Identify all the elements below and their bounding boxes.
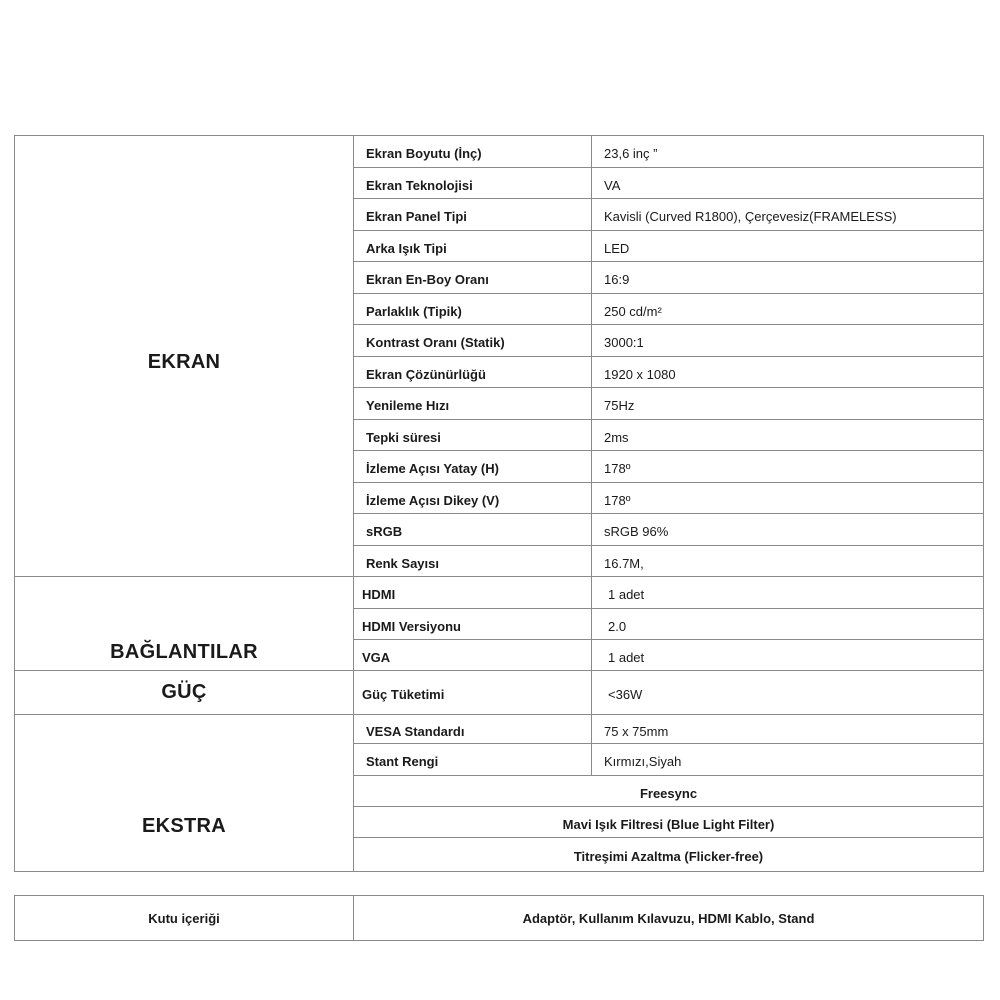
spec-label: İzleme Açısı Yatay (H) [354,451,592,483]
spec-label: Ekran Panel Tipi [354,199,592,231]
feature-freesync: Freesync [354,776,984,807]
spec-label: Yenileme Hızı [354,388,592,420]
box-contents-table [14,895,984,941]
table-row [15,896,984,941]
spec-value: 1920 x 1080 [592,357,984,388]
spec-label: Ekran En-Boy Oranı [354,262,592,294]
feature-flicker-free: Titreşimi Azaltma (Flicker-free) [354,838,984,872]
spec-value: 1 adet [592,640,984,671]
spec-value: Kırmızı,Siyah [592,744,984,776]
spec-label: sRGB [354,514,592,546]
spec-label: VESA Standardı [354,715,592,744]
spec-label: Tepki süresi [354,420,592,451]
spec-value: 2ms [592,420,984,451]
spec-value: 178º [592,451,984,483]
spec-label: Kontrast Oranı (Statik) [354,325,592,357]
section-ekran: EKRAN [15,136,354,577]
table-row [15,577,984,609]
spec-label: Renk Sayısı [354,546,592,577]
spec-value: 250 cd/m² [592,294,984,325]
spec-label: Arka Işık Tipi [354,231,592,262]
table-row [15,671,984,715]
table-row [15,715,984,744]
feature-blue-light-filter: Mavi Işık Filtresi (Blue Light Filter) [354,807,984,838]
spec-label: Ekran Boyutu (İnç) [354,136,592,168]
section-ekstra: EKSTRA [15,715,354,872]
spec-value: LED [592,231,984,262]
spec-label: Parlaklık (Tipik) [354,294,592,325]
spec-label: HDMI Versiyonu [354,609,592,640]
spec-label: VGA [354,640,592,671]
spec-label: Stant Rengi [354,744,592,776]
spec-label: İzleme Açısı Dikey (V) [354,483,592,514]
spec-value: 75Hz [592,388,984,420]
spec-value: 2.0 [592,609,984,640]
spec-value: 23,6 inç ” [592,136,984,168]
spec-value: sRGB 96% [592,514,984,546]
spec-value: 3000:1 [592,325,984,357]
table-row [15,136,984,168]
spec-value: 1 adet [592,577,984,609]
spec-table [14,135,984,872]
spec-label: Ekran Çözünürlüğü [354,357,592,388]
spec-value: VA [592,168,984,199]
spec-value: Kavisli (Curved R1800), Çerçevesiz(FRAMELESS) [592,199,984,231]
spec-value: 16.7M, [592,546,984,577]
spec-value: 75 x 75mm [592,715,984,744]
spec-label: Güç Tüketimi [354,671,592,715]
section-guc: GÜÇ [15,671,354,715]
spec-value: 16:9 [592,262,984,294]
box-contents-value: Adaptör, Kullanım Kılavuzu, HDMI Kablo, Stand [354,896,984,941]
spec-value: <36W [592,671,984,715]
spec-label: Ekran Teknolojisi [354,168,592,199]
box-contents-label: Kutu içeriği [15,896,354,941]
spec-label: HDMI [354,577,592,609]
section-baglantilar: BAĞLANTILAR [15,577,354,671]
spec-value: 178º [592,483,984,514]
